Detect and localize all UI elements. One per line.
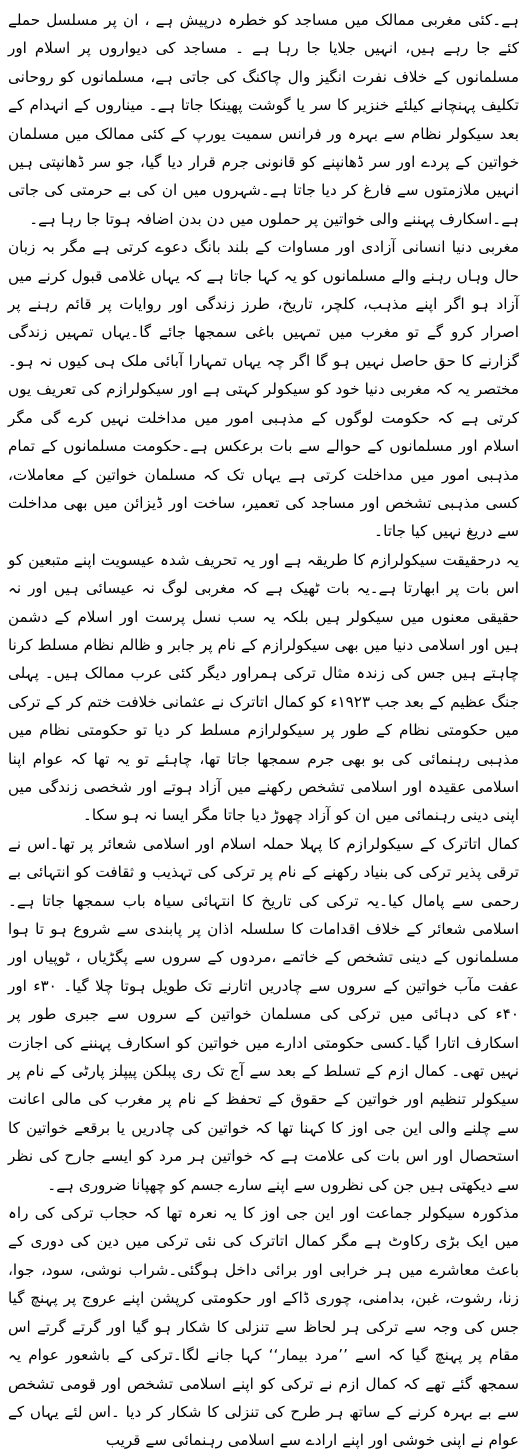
paragraph-mosques: ہے۔کئی مغربی ممالک میں مساجد کو خطرہ درپیش ہے ، ان پر مسلسل حملے کئے جا رہے ہیں، انہیں جلایا جا رہا ہے ۔ مساجد کی دیواروں پر اسلام اور مسلمانوں کے خلاف نفرت انگیز وال چاکنگ کی جاتی ہے، مسلمانوں کو روحانی تکلیف پہنچانے کیلئے خنزیر کا سر یا گوشت پھینکا جاتا ہے۔ میناروں کے انہدام کے بعد سیکولر نظام سے بہرہ ور فرانس سمیت یورپ کے کئی ممالک میں مسلمان خواتین کے پردے اور سر ڈھانپنے کو قانونی جرم قرار دیا گیا، جو سر ڈھانپتی ہیں انہیں ملازمتوں سے فارغ کر دیا جاتا ہے۔شہروں میں ان کی بے حرمتی کی جاتی ہے۔اسکارف پہننے والی خواتین پر حملوں میں دن بدن اضافہ ہوتا جا رہا ہے۔ — [8, 11, 519, 228]
paragraph-western-freedom: مغربی دنیا انسانی آزادی اور مساوات کے بلند بانگ دعوے کرتی ہے مگر بہ زبان حال وہاں رہنے والے مسلمانوں کو یہ کہا جاتا ہے کہ یہاں غلامی قبول کرنے میں آزاد ہو اگر اپنے مذہب، کلچر، تاریخ، طرز زندگی اور روایات پر قائم رہنے پر اصرار کرو گے تو مغرب میں تمہیں باغی سمجھا جائے گا۔یہاں تمہیں زندگی گزارنے کا حق حاصل نہیں ہو گا اگر چہ یہاں تمہارا آبائی ملک ہی کیوں نہ ہو۔مختصر یہ کہ مغربی دنیا خود کو سیکولر کہتی ہے اور سیکولرازم کی تعریف یوں کرتی ہے کہ حکومت لوگوں کے مذہبی امور میں مداخلت نہیں کرے گی مگر اسلام اور مسلمانوں کے حوالے سے بات برعکس ہے۔حکومت مسلمانوں کے تمام مذہبی امور میں مداخلت کرتی ہے یہاں تک کہ مسلمان خواتین کے معاملات، کسی مذہبی تشخص اور مساجد کی تعمیر، ساخت اور ڈیزائن میں بھی مداخلت سے دریغ نہیں کیا جاتا۔ — [8, 238, 519, 541]
paragraph-secularism-method: یہ درحقیقت سیکولرازم کا طریقہ ہے اور یہ تحریف شدہ عیسویت اپنے متبعین کو اس بات پر ابھارتا ہے۔یہ بات ٹھیک ہے کہ مغربی لوگ نہ عیسائی ہیں اور نہ حقیقی معنوں میں سیکولر ہیں بلکہ یہ سب نسل پرست اور اسلام کے دشمن ہیں اور اسلامی دنیا میں بھی سیکولرازم کے نام پر جابر و ظالم نظام مسلط کرنا چاہتے ہیں جس کی زندہ مثال ترکی ہمراور دیگر کئی عرب ممالک ہیں۔ پہلی جنگ عظیم کے بعد جب ۱۹۲۳ء کو کمال اتاترک نے عثمانی خلافت ختم کر کے ترکی میں حکومتی نظام کے طور پر سیکولرازم مسلط کر دیا تو حکومتی نظام میں مذہبی رہنمائی کی بو بھی جرم سمجھا جاتا تھا، چاہئے تو یہ تھا کہ عوام اپنا اسلامی عقیدہ اور اسلامی تشخص رکھنے میں آزاد ہوتے اور شخصی زندگی میں اپنی دینی رہنمائی میں ان کو آزاد چھوڑ دیا جاتا مگر ایسا نہ ہو سکا۔ — [8, 550, 519, 825]
paragraph-ataturk-attack: کمال اتاترک کے سیکولرازم کا پہلا حملہ اسلام اور اسلامی شعائر پر تھا۔اس نے ترقی پذیر ترکی کی بنیاد رکھنے کے نام پر ترکی کی تہذیب و ثقافت کو انتہائی بے رحمی سے پامال کیا۔یہ ترکی کی تاریخ کا انتہائی سیاہ باب سمجھا جاتا ہے۔اسلامی شعائر کے خلاف اقدامات کا سلسلہ اذان پر پابندی سے شروع ہو تا ہوا مسلمانوں کے دینی تشخص کے خاتمے ،مردوں کے سروں سے پگڑیاں ، ٹوپیاں اور عفت مآب خواتین کے سروں سے چادریں اتارنے تک طویل ہوتا چلا گیا۔ ۳۰ء اور ۴۰ء کی دہائی میں ترکی کی مسلمان خواتین کے سروں سے جبری طور پر اسکارف اتارا گیا۔کسی حکومتی ادارے میں خواتین کو اسکارف پہننے کی اجازت نہیں تھی۔ کمال ازم کے تسلط کے بعد سے آج تک ری پبلکن پیپلز پارٹی کے نام پر سیکولر تنظیم اور خواتین کے حقوق کے تحفظ کے نام پر مغرب کی مالی اعانت سے چلنے والی این جی اوز کا کہنا تھا کہ خواتین کی چادریں یا برقعے خواتین کا استحصال اور اس بات کی علامت ہے کہ خواتین ہر مرد کو ایسے جارح کی نظر سے دیکھتی ہیں جن کی نظروں سے اپنے سارے جسم کو چھپانا ضروری ہے۔ — [8, 834, 519, 1194]
paragraph-turkey-decline: مذکورہ سیکولر جماعت اور این جی اوز کا یہ نعرہ تھا کہ حجاب ترکی کی راہ میں ایک بڑی رکاوٹ ہے مگر کمال اتاترک کی نئی ترکی میں دین کی دوری کے باعث معاشرے میں ہر خرابی اور برائی داخل ہوگئی۔شراب نوشی، سود، جوا، زنا، رشوت، غبن، بدامنی، چوری ڈاکے اور حکومتی کرپشن اپنے عروج پر پہنچ گیا جس کی وجہ سے ترکی ہر لحاظ سے تنزلی کا شکار ہو گیا اور گرتے گرتے اس مقام پر پہنچ گیا کہ اسے ’’مرد بیمار‘‘ کہا جانے لگا۔ترکی کے باشعور عوام یہ سمجھ گئے تھے کہ کمال ازم نے ترکی کو اپنے اسلامی تشخص اور قومی تشخص سے بے بہرہ کرنے کے ساتھ ہر طرح کی تنزلی کا شکار کر دیا ۔اس لئے یہاں کے عوام نے اپنی خوشی اور اپنے ارادے سے اسلامی رہنمائی سے قریب — [8, 1204, 519, 1450]
